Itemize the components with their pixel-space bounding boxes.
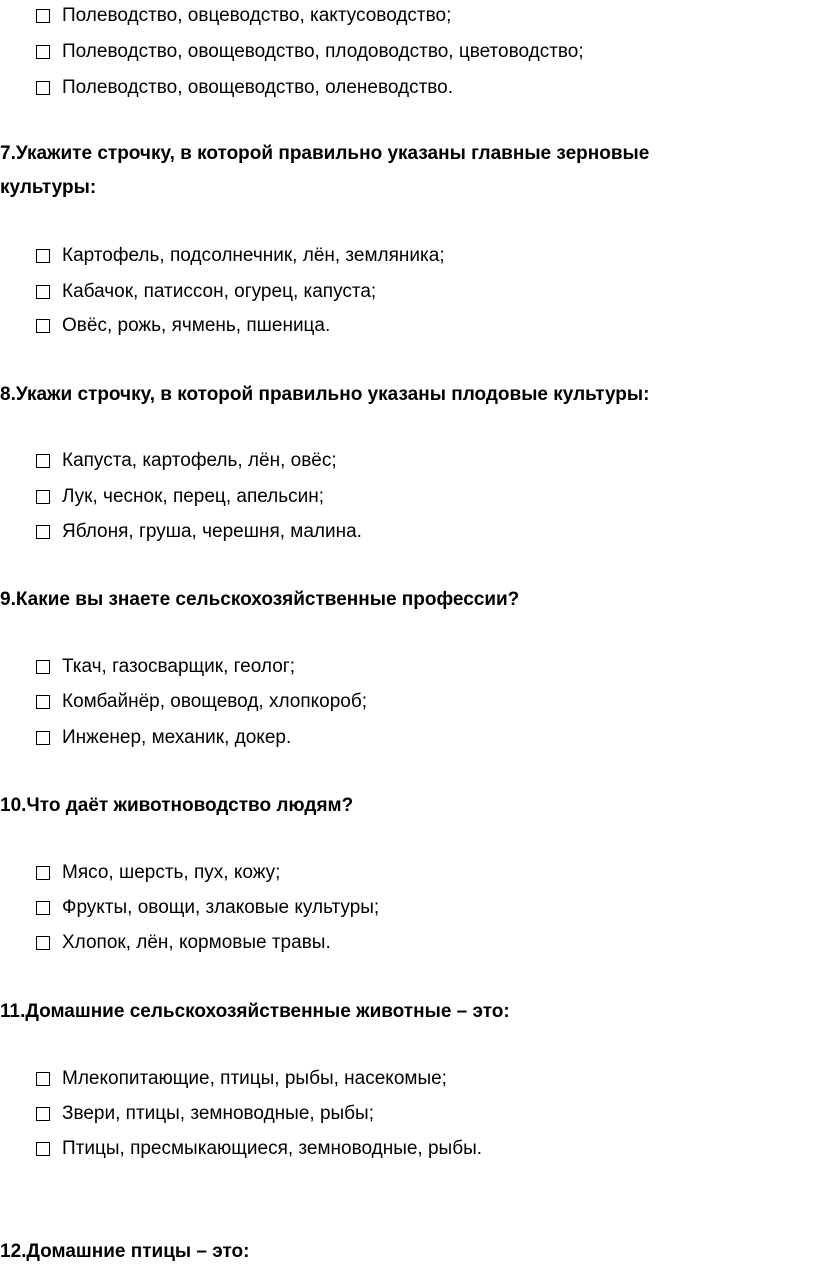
- checkbox-icon[interactable]: [36, 936, 50, 950]
- checkbox-icon[interactable]: [36, 490, 50, 504]
- question-9-title: 9.Какие вы знаете сельскохозяйственные профессии?: [0, 589, 520, 610]
- option-text: Звери, птицы, земноводные, рыбы;: [62, 1103, 374, 1124]
- option-text: Мясо, шерсть, пух, кожу;: [62, 862, 281, 883]
- option-text: Яблоня, груша, черешня, малина.: [62, 521, 362, 542]
- option-text: Ткач, газосварщик, геолог;: [62, 656, 295, 677]
- answer-option[interactable]: [36, 279, 376, 305]
- checkbox-icon[interactable]: [36, 660, 50, 674]
- question-10-title: 10.Что даёт животноводство людям?: [0, 795, 354, 816]
- answer-option[interactable]: [36, 3, 451, 29]
- checkbox-icon[interactable]: [36, 901, 50, 915]
- option-text: Комбайнёр, овощевод, хлопкороб;: [62, 691, 368, 712]
- checkbox-icon[interactable]: [36, 1072, 50, 1086]
- answer-option[interactable]: [36, 1101, 374, 1127]
- option-text: Полеводство, овощеводство, оленеводство.: [62, 77, 454, 98]
- question-11-title: 11.Домашние сельскохозяйственные животные – это:: [0, 1001, 510, 1022]
- answer-option[interactable]: [36, 860, 280, 886]
- checkbox-icon[interactable]: [36, 1142, 50, 1156]
- checkbox-icon[interactable]: [36, 9, 50, 23]
- option-text: Инженер, механик, докер.: [62, 727, 292, 748]
- checkbox-icon[interactable]: [36, 731, 50, 745]
- question-7-title-cont: культуры:: [0, 177, 97, 198]
- answer-option[interactable]: [36, 448, 337, 474]
- option-text: Хлопок, лён, кормовые травы.: [62, 932, 331, 953]
- checkbox-icon[interactable]: [36, 866, 50, 880]
- option-text: Млекопитающие, птицы, рыбы, насекомые;: [62, 1068, 447, 1089]
- option-text: Капуста, картофель, лён, овёс;: [62, 450, 337, 471]
- question-12-title: 12.Домашние птицы – это:: [0, 1241, 250, 1262]
- answer-option[interactable]: [36, 689, 367, 715]
- question-7-title: 7.Укажите строчку, в которой правильно указаны главные зерновые: [0, 143, 650, 164]
- option-text: Картофель, подсолнечник, лён, земляника;: [62, 245, 445, 266]
- answer-option[interactable]: [36, 1066, 447, 1092]
- checkbox-icon[interactable]: [36, 319, 50, 333]
- answer-option[interactable]: [36, 39, 584, 65]
- answer-option[interactable]: [36, 243, 445, 269]
- option-text: Лук, чеснок, перец, апельсин;: [62, 486, 325, 507]
- checkbox-icon[interactable]: [36, 249, 50, 263]
- question-8-title: 8.Укажи строчку, в которой правильно указаны плодовые культуры:: [0, 384, 650, 405]
- answer-option[interactable]: [36, 313, 330, 339]
- answer-option[interactable]: [36, 930, 331, 956]
- checkbox-icon[interactable]: [36, 525, 50, 539]
- answer-option[interactable]: [36, 895, 379, 921]
- answer-option[interactable]: [36, 725, 291, 751]
- option-text: Овёс, рожь, ячмень, пшеница.: [62, 315, 331, 336]
- option-text: Кабачок, патиссон, огурец, капуста;: [62, 281, 377, 302]
- option-text: Полеводство, овцеводство, кактусоводство;: [62, 5, 452, 26]
- option-text: Фрукты, овощи, злаковые культуры;: [62, 897, 380, 918]
- checkbox-icon[interactable]: [36, 695, 50, 709]
- answer-option[interactable]: [36, 519, 362, 545]
- checkbox-icon[interactable]: [36, 1107, 50, 1121]
- checkbox-icon[interactable]: [36, 45, 50, 59]
- option-text: Полеводство, овощеводство, плодоводство, цветоводство;: [62, 41, 584, 62]
- answer-option[interactable]: [36, 654, 295, 680]
- checkbox-icon[interactable]: [36, 81, 50, 95]
- checkbox-icon[interactable]: [36, 285, 50, 299]
- answer-option[interactable]: [36, 484, 324, 510]
- answer-option[interactable]: [36, 75, 453, 101]
- answer-option[interactable]: [36, 1136, 482, 1162]
- option-text: Птицы, пресмыкающиеся, земноводные, рыбы.: [62, 1138, 483, 1159]
- checkbox-icon[interactable]: [36, 454, 50, 468]
